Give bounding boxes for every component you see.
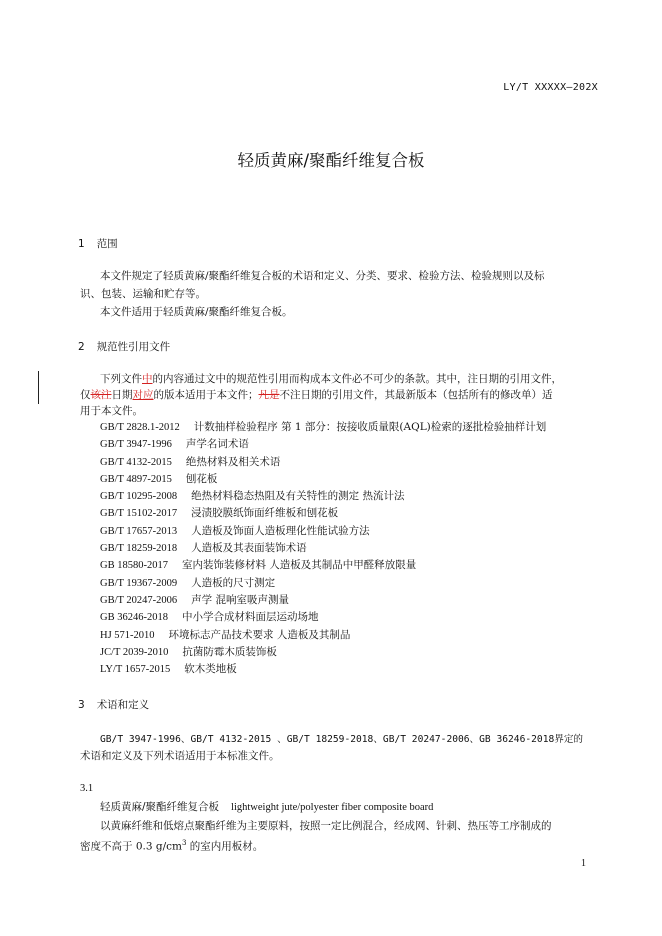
reference-title: 人造板及其表面装饰术语: [191, 542, 307, 555]
reference-code: GB/T 17657-2013: [100, 525, 178, 537]
term-number: 3.1: [80, 783, 94, 794]
reference-item: [100, 419, 546, 436]
reference-title: 绝热材料稳态热阻及有关特性的测定 热流计法: [191, 490, 405, 503]
reference-item: [100, 557, 546, 574]
reference-item: [100, 488, 546, 505]
reference-code: GB/T 20247-2006: [100, 594, 178, 606]
reference-code: GB/T 4897-2015: [100, 473, 172, 485]
section-3-paragraph-line-2: 术语和定义及下列术语适用于本标准文件。: [80, 750, 280, 762]
reference-title: 室内装饰装修材料 人造板及其制品中甲醛释放限量: [181, 559, 417, 572]
section-title: 范围: [96, 238, 118, 250]
reference-title: 绝热材料及相关术语: [185, 455, 281, 468]
reference-items: [100, 419, 546, 678]
reference-code: GB/T 10295-2008: [100, 491, 178, 503]
inserted-text: 中: [142, 373, 153, 385]
section-title: 术语和定义: [96, 699, 150, 711]
deleted-text: 该注: [90, 389, 112, 401]
term-definition-line-2: [80, 834, 263, 856]
text-run: 日期: [111, 389, 133, 401]
section-number: 2: [78, 341, 85, 353]
section-1-paragraph-1-line-2: 识、包装、运输和贮存等。: [80, 288, 206, 300]
superscript: 3: [181, 839, 187, 847]
reference-item: [100, 436, 546, 453]
reference-title: 抗菌防霉木质装饰板: [182, 645, 277, 658]
reference-code: HJ 571-2010: [100, 629, 155, 641]
section-3-heading: [78, 697, 149, 712]
term-name-chinese: 轻质黄麻/聚酯纤维复合板: [100, 801, 220, 813]
reference-code: GB/T 18259-2018: [100, 543, 178, 555]
reference-code: LY/T 1657-2015: [100, 664, 171, 676]
term-name-english: lightweight jute/polyester fiber composite board: [231, 802, 434, 813]
reference-item: [100, 661, 546, 678]
section-2-intro-line-3: 用于本文件。: [80, 405, 143, 417]
reference-title: 刨花板: [185, 472, 218, 485]
text-run: 密度不高于 0.3 g/cm: [80, 840, 182, 853]
reference-code: GB 18580-2017: [100, 560, 168, 572]
reference-title: 计数抽样检验程序 第 1 部分：按接收质量限(AQL)检索的逐批检验抽样计划: [193, 421, 547, 433]
section-number: 3: [78, 699, 85, 711]
reference-title: 人造板及饰面人造板理化性能试验方法: [191, 524, 370, 537]
document-number: LY/T XXXXX—202X: [503, 82, 598, 93]
reference-item: [100, 540, 546, 557]
reference-code: GB/T 4132-2015: [100, 456, 172, 468]
reference-code: GB/T 19367-2009: [100, 577, 178, 589]
text-run: 下列文件: [100, 373, 142, 385]
text-run: 的版本适用于本文件；: [153, 389, 259, 401]
reference-item: [100, 505, 546, 522]
reference-item: [100, 523, 546, 540]
reference-item: [100, 644, 546, 661]
reference-code: GB/T 3947-1996: [100, 439, 172, 451]
reference-item: [100, 454, 546, 471]
reference-title: 人造板的尺寸测定: [191, 576, 276, 589]
reference-item: [100, 609, 546, 626]
section-1-heading: [78, 236, 118, 251]
page-number: 1: [581, 858, 586, 869]
reference-title: 中小学合成材料面层运动场地: [181, 611, 319, 624]
deleted-text: 凡是: [258, 389, 280, 401]
reference-title: 声学名词术语: [185, 438, 249, 451]
section-1-paragraph-2: 本文件适用于轻质黄麻/聚酯纤维复合板。: [100, 306, 293, 318]
section-2-heading: [78, 339, 170, 354]
reference-title: 浸渍胶膜纸饰面纤维板和刨花板: [191, 507, 339, 520]
reference-item: [100, 575, 546, 592]
text-run: 的室内用板材。: [186, 840, 264, 853]
reference-title: 声学 混响室吸声测量: [191, 593, 289, 606]
term-entry: [100, 799, 433, 814]
text-run: 的内容通过文中的规范性引用而构成本文件必不可少的条款。其中，注日期的引用文件，: [152, 373, 562, 385]
section-1-paragraph-1-line-1: 本文件规定了轻质黄麻/聚酯纤维复合板的术语和定义、分类、要求、检验方法、检验规则以及标: [100, 270, 545, 282]
text-run: 不注日期的引用文件，其最新版本（包括所有的修改单）适: [279, 389, 553, 401]
reference-code: GB 36246-2018: [100, 612, 168, 624]
reference-item: [100, 471, 546, 488]
section-title: 规范性引用文件: [96, 341, 171, 353]
section-2-intro-line-2: [80, 386, 553, 404]
reference-list: [100, 419, 546, 678]
term-definition-line-1: 以黄麻纤维和低熔点聚酯纤维为主要原料，按照一定比例混合，经成网、针刺、热压等工序制成的: [100, 820, 552, 832]
reference-code: JC/T 2039-2010: [100, 646, 169, 658]
reference-item: [100, 627, 546, 644]
section-3-paragraph-line-1: GB/T 3947-1996、GB/T 4132-2015 、GB/T 18259-2018、GB/T 20247-2006、GB 36246-2018界定的: [100, 734, 584, 745]
document-title: 轻质黄麻/聚酯纤维复合板: [237, 151, 425, 170]
reference-code: GB/T 2828.1-2012: [100, 422, 180, 433]
reference-item: [100, 592, 546, 609]
section-number: 1: [78, 238, 85, 250]
text-run: 仅: [80, 389, 91, 401]
change-bar: [38, 371, 39, 404]
reference-title: 环境标志产品技术要求 人造板及其制品: [168, 628, 351, 641]
reference-title: 软木类地板: [184, 663, 237, 676]
inserted-text: 对应: [132, 389, 154, 401]
reference-code: GB/T 15102-2017: [100, 508, 178, 520]
